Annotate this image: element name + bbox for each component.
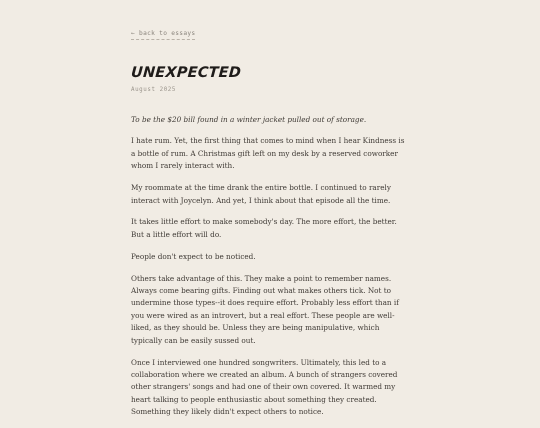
- essay-date: August 2025: [131, 86, 176, 93]
- essay-title: UNEXPECTED: [130, 65, 242, 81]
- essay-paragraph-6: Once I interviewed one hundred songwriters. Ultimately, this led to a collaboration where we created an album. A bunch of strangers covered other strangers' songs and had one of their own covered. It warmed my heart talking to people enthusiastic about something they created. Something they likely didn't expect others to notice.: [131, 357, 398, 417]
- essay-paragraph-1: I hate rum. Yet, the first thing that comes to mind when I hear Kindness is a bottle of rum. A Christmas gift left on my desk by a reserved coworker whom I rarely interact with.: [131, 136, 405, 171]
- essay-column: [131, 20, 411, 428]
- essay-paragraph-2: My roommate at the time drank the entire bottle. I continued to rarely interact with Joycelyn. And yet, I think about that episode all the time.: [131, 183, 391, 205]
- essay-paragraph-3: It takes little effort to make somebody's day. The more effort, the better. But a little effort will do.: [131, 217, 397, 239]
- essay-paragraph-4: People don't expect to be noticed.: [131, 251, 256, 261]
- essay-body: [131, 114, 411, 419]
- essay-dedication: To be the $20 bill found in a winter jacket pulled out of storage.: [131, 114, 367, 124]
- back-to-essays-link[interactable]: ← back to essays: [131, 30, 195, 40]
- essay-paragraph-5: Others take advantage of this. They make a point to remember names. Always come bearing gifts. Finding out what makes others tick. Not to undermine those types--it does require effort. Probably less effort than if you were wired as an introvert, but a real effort. These people are well-liked, as they should be. Unless they are being manipulative, which typically can be easily sussed out.: [131, 273, 399, 345]
